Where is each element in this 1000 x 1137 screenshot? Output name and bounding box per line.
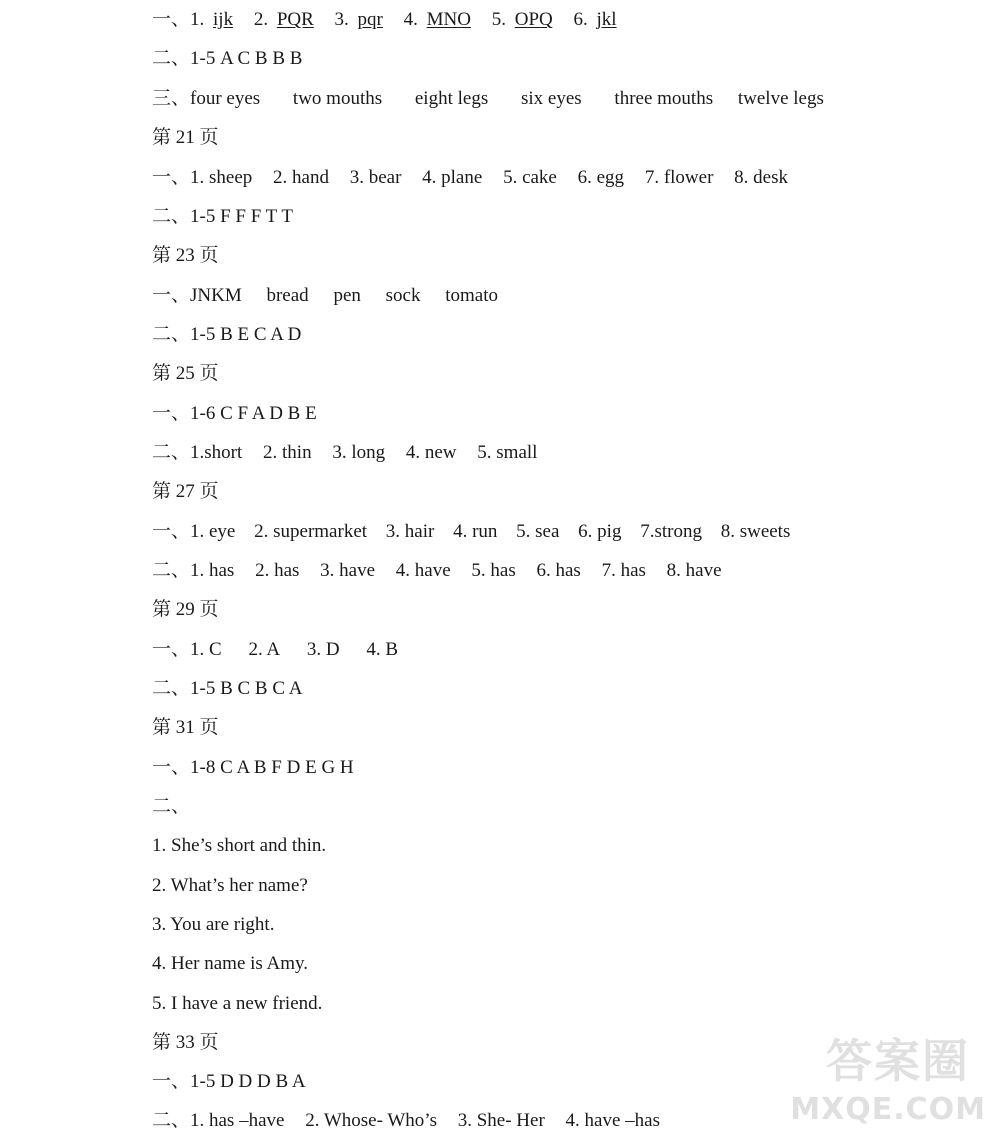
line-5 [152, 163, 788, 193]
item-label: 6. [573, 9, 588, 30]
answer: 4. B [366, 639, 399, 660]
answer: jkl [596, 9, 617, 30]
line-18: 二、1-5 B C B C A [152, 678, 303, 699]
answer: pen [333, 285, 361, 306]
answer: 2. A [248, 639, 281, 660]
answer: 2. thin [263, 442, 312, 463]
line-8 [152, 281, 498, 311]
line-12 [152, 438, 537, 468]
line-9: 二、1-5 B E C A D [152, 324, 302, 345]
sentence-1: 1. She’s short and thin. [152, 835, 327, 856]
answer: 7.strong [640, 521, 702, 542]
answer: 三、four eyes [152, 88, 261, 109]
item-label: 4. [403, 9, 418, 30]
answer: 4. have [395, 560, 451, 581]
sentence-4: 4. Her name is Amy. [152, 953, 309, 974]
answer: 3. bear [349, 167, 402, 188]
sentence-5: 5. I have a new friend. [152, 993, 323, 1014]
answer: 二、1. has –have [152, 1110, 285, 1131]
line-1 [152, 5, 617, 35]
line-3 [152, 84, 824, 114]
answer: 8. sweets [720, 521, 791, 542]
page-heading: 第 25 页 [152, 363, 219, 384]
answer: 4. plane [422, 167, 483, 188]
answer: 3. She- Her [457, 1110, 545, 1131]
item-label: 2. [253, 9, 269, 30]
sentence-2: 2. What’s her name? [152, 875, 308, 896]
line-11: 一、1-6 C F A D B E [152, 403, 317, 424]
answer: two mouths [292, 88, 383, 109]
answer: 6. has [536, 560, 581, 581]
answer: 3. D [306, 639, 340, 660]
page-heading: 第 33 页 [152, 1032, 219, 1053]
answer: sock [385, 285, 421, 306]
line-6: 二、1-5 F F F T T [152, 206, 293, 227]
answer: 2. supermarket [254, 521, 368, 542]
answer: 2. has [255, 560, 300, 581]
answer: 一、1. C [152, 639, 222, 660]
answer: PQR [276, 9, 314, 30]
page-heading: 第 21 页 [152, 127, 219, 148]
answer: 6. pig [578, 521, 622, 542]
answer: 4. new [405, 442, 457, 463]
watermark-text: 答案圈 [826, 1034, 970, 1088]
answer: 8. desk [734, 167, 788, 188]
answer: bread [266, 285, 309, 306]
answer: 6. egg [577, 167, 625, 188]
answer: 3. have [320, 560, 376, 581]
page-heading: 第 31 页 [152, 717, 219, 738]
page-heading: 第 23 页 [152, 245, 219, 266]
answer: ijk [213, 9, 234, 30]
answer: 4. run [453, 521, 498, 542]
answer: 2. hand [273, 167, 329, 188]
line-29 [152, 1106, 660, 1136]
line-20: 一、1-8 C A B F D E G H [152, 757, 354, 778]
item-label: 3. [334, 9, 349, 30]
line-2: 二、1-5 A C B B B [152, 48, 303, 69]
answer: twelve legs [737, 88, 824, 109]
answer: six eyes [520, 88, 582, 109]
answer: 5. small [477, 442, 538, 463]
answer: 5. has [471, 560, 516, 581]
answer: 8. have [666, 560, 722, 581]
line-15 [152, 556, 722, 586]
watermark-logo [790, 1013, 994, 1133]
answer: 7. flower [644, 167, 714, 188]
line-14 [152, 517, 790, 547]
sentence-3: 3. You are right. [152, 914, 275, 935]
line-17 [152, 635, 398, 665]
watermark-url: MXQE.COM [790, 1092, 986, 1127]
answer: 3. hair [385, 521, 435, 542]
answer: 2. Whose- Who’s [305, 1110, 437, 1131]
answer: 5. cake [503, 167, 557, 188]
answer: OPQ [514, 9, 553, 30]
answer: 一、JNKM [152, 285, 242, 306]
answer: 一、1. sheep [152, 167, 253, 188]
line-28: 一、1-5 D D D B A [152, 1071, 306, 1092]
page-heading: 第 27 页 [152, 481, 219, 502]
answer: pqr [357, 9, 383, 30]
answer: 3. long [332, 442, 386, 463]
answer: 一、1. eye [152, 521, 236, 542]
answer: 二、1.short [152, 442, 243, 463]
answer: 5. sea [516, 521, 560, 542]
answer: tomato [445, 285, 498, 306]
answer: 7. has [601, 560, 646, 581]
answer: 4. have –has [565, 1110, 660, 1131]
page-heading: 第 29 页 [152, 599, 219, 620]
answer: MNO [426, 9, 471, 30]
answer: eight legs [414, 88, 489, 109]
item-label: 一、1. [152, 9, 205, 30]
answer: 二、1. has [152, 560, 235, 581]
item-label: 5. [491, 9, 506, 30]
answer: three mouths [614, 88, 714, 109]
line-21: 二、 [152, 796, 191, 817]
